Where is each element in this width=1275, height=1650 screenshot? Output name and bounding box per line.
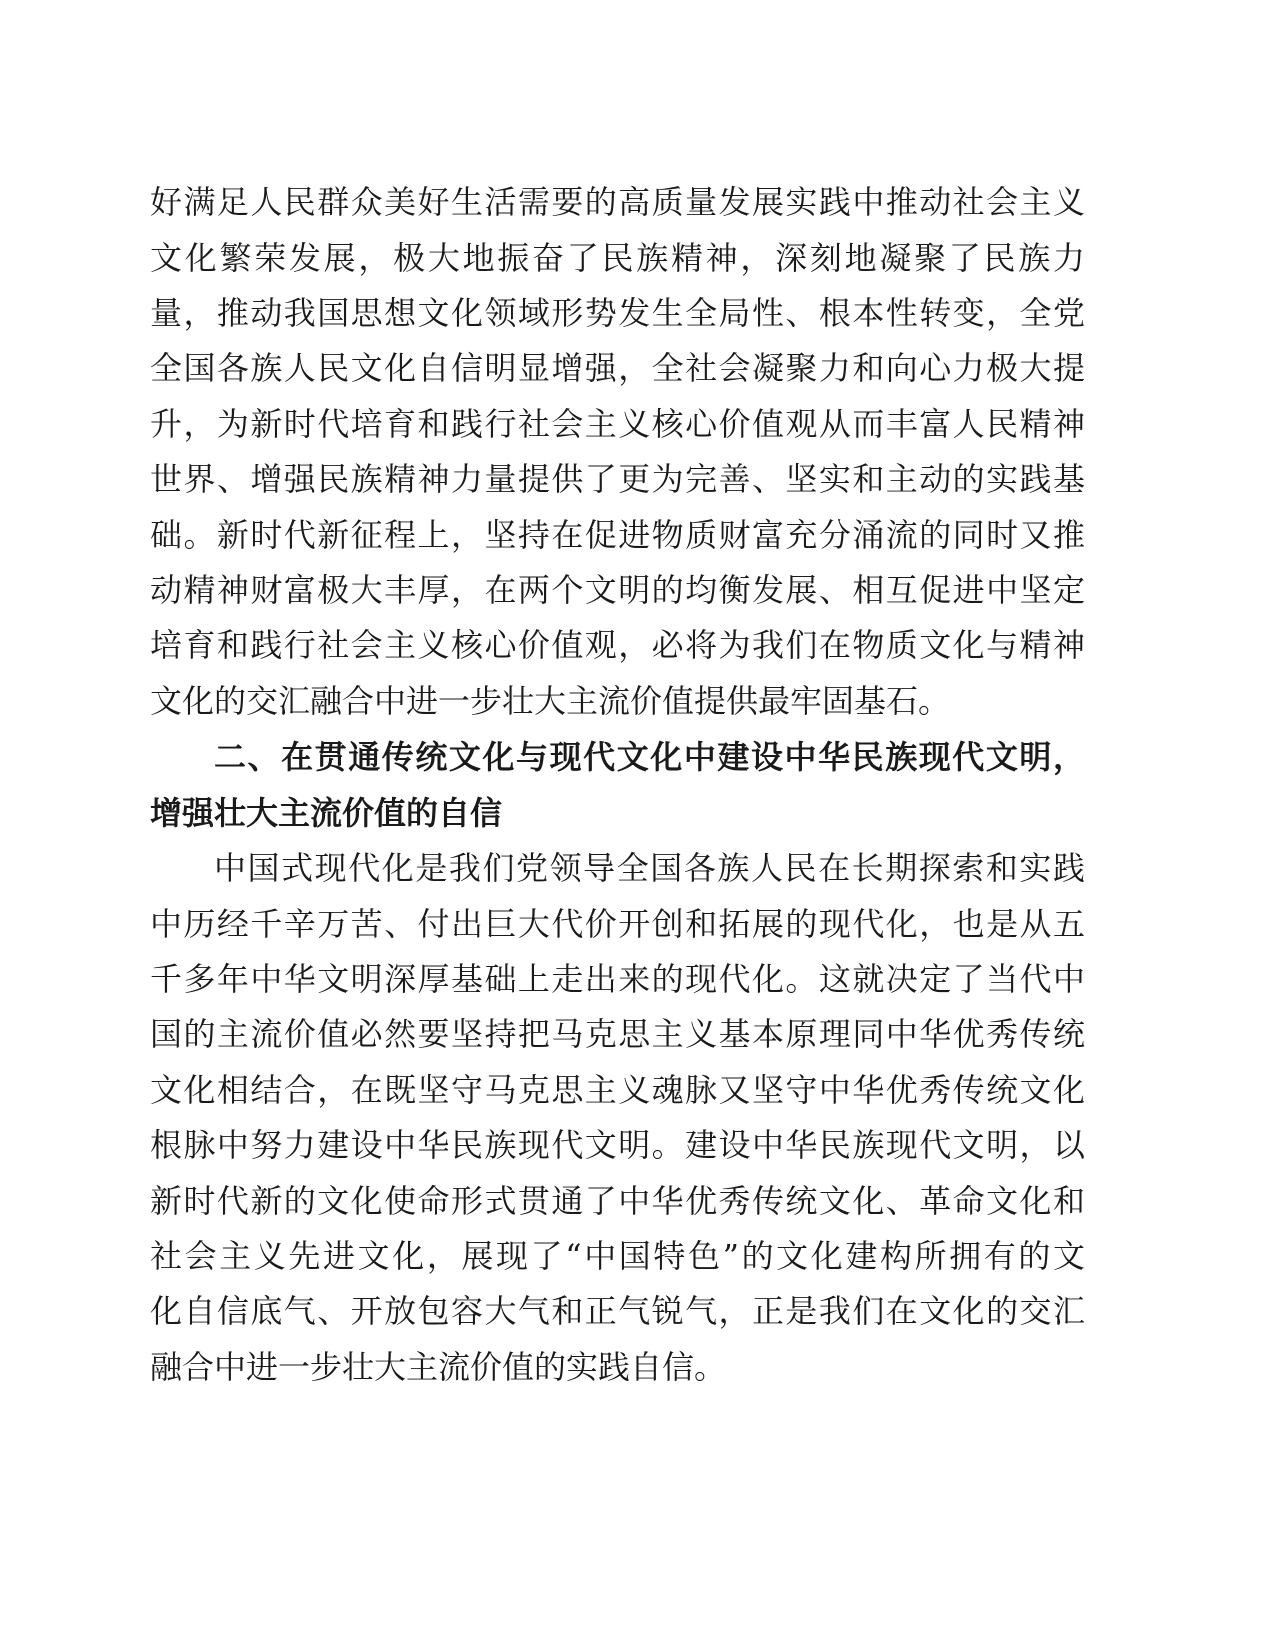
body-line: 根脉中努力建设中华民族现代文明。建设中华民族现代文明，以 bbox=[150, 1126, 1085, 1164]
body-line: 好满足人民群众美好生活需要的高质量发展实践中推动社会主义 bbox=[150, 183, 1085, 221]
section-heading: 增强壮大主流价值的自信 bbox=[150, 794, 503, 832]
body-line: 升，为新时代培育和践行社会主义核心价值观从而丰富人民精神 bbox=[150, 405, 1085, 443]
body-line: 社会主义先进文化，展现了“中国特色”的文化建构所拥有的文 bbox=[150, 1237, 1085, 1275]
body-line: 中国式现代化是我们党领导全国各族人民在长期探索和实践 bbox=[214, 849, 1085, 887]
body-line: 融合中进一步壮大主流价值的实践自信。 bbox=[150, 1348, 727, 1386]
body-line: 文化的交汇融合中进一步壮大主流价值提供最牢固基石。 bbox=[150, 682, 951, 720]
body-line: 新时代新的文化使命形式贯通了中华优秀传统文化、革命文化和 bbox=[150, 1182, 1085, 1220]
body-line: 动精神财富极大丰厚，在两个文明的均衡发展、相互促进中坚定 bbox=[150, 571, 1085, 609]
body-line: 中历经千辛万苦、付出巨大代价开创和拓展的现代化，也是从五 bbox=[150, 905, 1085, 943]
body-line: 全国各族人民文化自信明显增强，全社会凝聚力和向心力极大提 bbox=[150, 349, 1085, 387]
body-line: 文化繁荣发展，极大地振奋了民族精神，深刻地凝聚了民族力 bbox=[150, 239, 1085, 277]
body-line: 文化相结合，在既坚守马克思主义魂脉又坚守中华优秀传统文化 bbox=[150, 1071, 1085, 1109]
body-line: 础。新时代新征程上，坚持在促进物质财富充分涌流的同时又推 bbox=[150, 516, 1085, 554]
body-line: 国的主流价值必然要坚持把马克思主义基本原理同中华优秀传统 bbox=[150, 1015, 1085, 1053]
section-heading: 二、在贯通传统文化与现代文化中建设中华民族现代文明， bbox=[214, 738, 1085, 776]
body-line: 世界、增强民族精神力量提供了更为完善、坚实和主动的实践基 bbox=[150, 460, 1085, 498]
body-line: 化自信底气、开放包容大气和正气锐气，正是我们在文化的交汇 bbox=[150, 1292, 1085, 1330]
body-line: 培育和践行社会主义核心价值观，必将为我们在物质文化与精神 bbox=[150, 626, 1085, 664]
body-line: 千多年中华文明深厚基础上走出来的现代化。这就决定了当代中 bbox=[150, 960, 1085, 998]
body-line: 量，推动我国思想文化领域形势发生全局性、根本性转变，全党 bbox=[150, 294, 1085, 332]
